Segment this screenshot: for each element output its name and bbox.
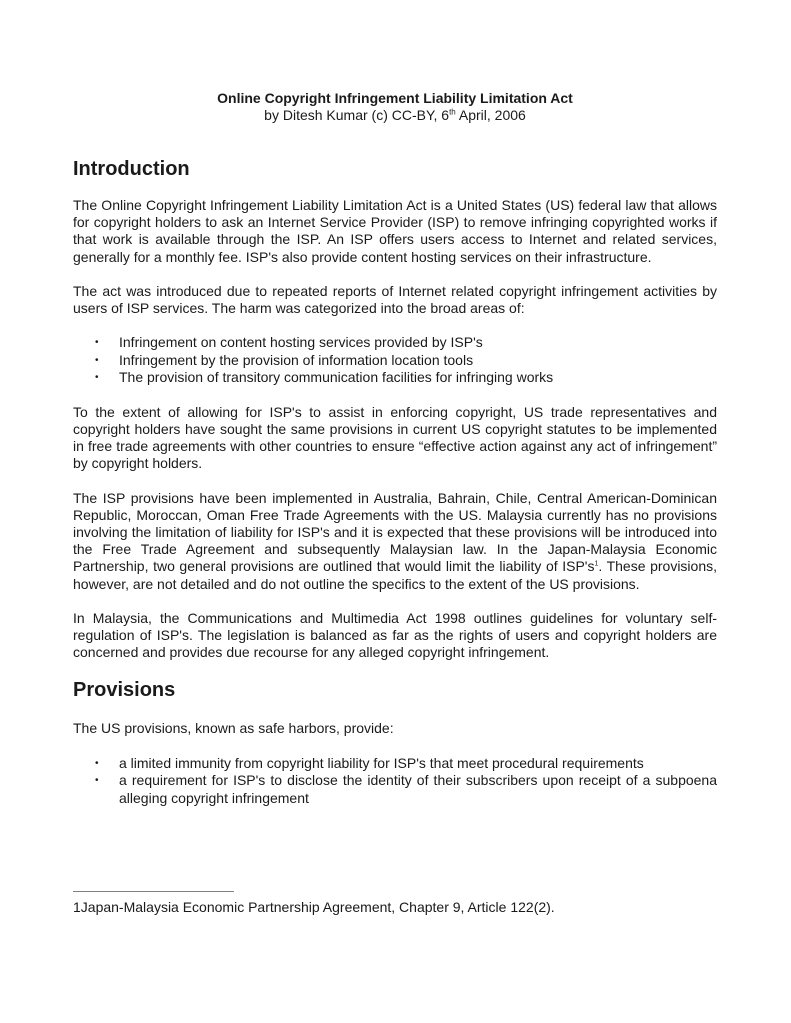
- intro-paragraph-1: The Online Copyright Infringement Liability Limitation Act is a United States (US) federal law that allows for copyright holders to ask an Internet Service Provider (ISP) to remove infringing copyrighted works if that work is available through the ISP. An ISP offers users access to Internet and related services, generally for a monthly fee. ISP's also provide content hosting services on their infrastructure.: [73, 197, 717, 265]
- provisions-paragraph-1: The US provisions, known as safe harbors, provide:: [73, 720, 394, 737]
- list-item: • Infringement on content hosting services provided by ISP's: [95, 334, 483, 351]
- document-byline: [73, 107, 717, 124]
- byline-superscript: th: [449, 107, 456, 117]
- list-item: • Infringement by the provision of information location tools: [95, 351, 474, 368]
- document-title: Online Copyright Infringement Liability Limitation Act: [217, 90, 573, 106]
- footnote: 1Japan-Malaysia Economic Partnership Agreement, Chapter 9, Article 122(2).: [73, 899, 555, 915]
- bullet-icon: •: [95, 354, 99, 366]
- byline-prefix: by Ditesh Kumar (c) CC-BY, 6: [264, 107, 450, 123]
- harm-list: [73, 334, 717, 387]
- bullet-icon: •: [95, 775, 99, 787]
- footnote-divider: [73, 891, 234, 892]
- safe-harbor-list: [73, 755, 717, 808]
- byline-suffix: April, 2006: [455, 107, 526, 123]
- list-item: • a limited immunity from copyright liability for ISP's that meet procedural requirements: [95, 754, 644, 771]
- intro-paragraph-3: To the extent of allowing for ISP's to assist in enforcing copyright, US trade representatives and copyright holders have sought the same provisions in current US copyright statutes to be implemented in free trade agreements with other countries to ensure “effective action against any act of infringement” by copyright holders.: [73, 403, 717, 472]
- bullet-icon: •: [95, 757, 99, 769]
- bullet-icon: •: [95, 372, 99, 384]
- list-item: • a requirement for ISP's to disclose the identity of their subscribers upon receipt of a subpoena alleging copyright infringement: [95, 772, 717, 806]
- intro-paragraph-5: In Malaysia, the Communications and Multimedia Act 1998 outlines guidelines for voluntary self-regulation of ISP's. The legislation is balanced as far as the rights of users and copyright holders are concerned and provides due recourse for any alleged copyright infringement.: [73, 609, 717, 661]
- intro-paragraph-4: The ISP provisions have been implemented in Australia, Bahrain, Chile, Central American-Dominican Republic, Moroccan, Oman Free Trade Agreements with the US. Malaysia currently has no provisions involving the limitation of liability for ISP's and it is expected that these provisions will be introduced into the Free Trade Agreement and subsequently Malaysian law. In the Japan-Malaysia Economic Partnership, two general provisions are outlined that would limit the liability of $ISP's^1$. These provisions, however, are not detailed and do not outline the specifics to the extent of the US provisions.: [73, 489, 718, 592]
- bullet-icon: •: [95, 337, 99, 349]
- intro-paragraph-2: The act was introduced due to repeated reports of Internet related copyright infringement activities by users of ISP services. The harm was categorized into the broad areas of:: [73, 282, 717, 317]
- document-page: [73, 90, 717, 824]
- footnote-reference[interactable]: 1: [594, 560, 599, 568]
- list-item: • The provision of transitory communication facilities for infringing works: [95, 369, 554, 386]
- introduction-heading: Introduction: [73, 158, 190, 180]
- provisions-heading: Provisions: [73, 679, 176, 702]
